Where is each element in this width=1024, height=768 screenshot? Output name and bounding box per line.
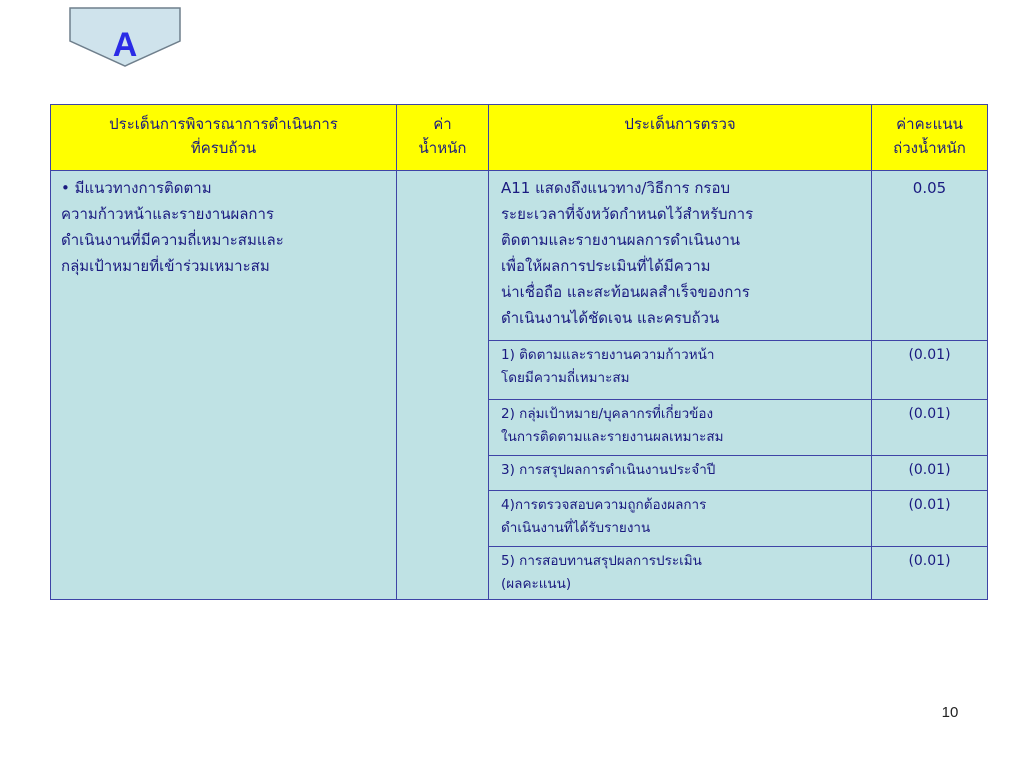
sub-item-score: (0.01)	[908, 497, 951, 513]
main-item-cell	[489, 171, 872, 341]
section-badge-label: A	[112, 26, 138, 64]
sub-item-text: 4)การตรวจสอบความถูกต้องผลการ ดำเนินงานที่ได้รับรายงาน	[501, 497, 707, 536]
sub-item-cell	[489, 547, 872, 600]
sub-score-cell	[872, 547, 988, 600]
sub-item-score: (0.01)	[908, 553, 951, 569]
sub-score-cell	[872, 491, 988, 547]
weight-cell	[397, 171, 489, 600]
table-row	[51, 171, 988, 341]
main-item-text: A11 แสดงถึงแนวทาง/วิธีการ กรอบ ระยะเวลาที่จังหวัดกำหนดไว้สำหรับการ ติดตามและรายงานผลการดำเนินงาน เพื่อให้ผลการประเมินที่ได้มีความ น่าเชื่อถือ และสะท้อนผลสำเร็จของการ ดำเนินงานได้ชัดเจน และครบถ้วน	[501, 179, 754, 327]
sub-item-text: 2) กลุ่มเป้าหมาย/บุคลากรที่เกี่ยวข้อง ในการติดตามและรายงานผลเหมาะสม	[501, 406, 724, 445]
evaluation-table	[50, 104, 988, 600]
criteria-cell	[51, 171, 397, 600]
page-number: 10	[941, 704, 959, 721]
section-badge	[69, 7, 181, 67]
sub-item-cell	[489, 341, 872, 400]
sub-score-cell	[872, 400, 988, 456]
sub-item-score: (0.01)	[908, 347, 951, 363]
sub-item-text: 3) การสรุปผลการดำเนินงานประจำปี	[501, 462, 716, 478]
header-criteria: ประเด็นการพิจารณาการดำเนินการ ที่ครบถ้วน	[51, 105, 397, 171]
sub-item-text: 5) การสอบทานสรุปผลการประเมิน (ผลคะแนน)	[501, 553, 702, 592]
sub-item-score: (0.01)	[908, 462, 951, 478]
header-weighted-score: ค่าคะแนน ถ่วงน้ำหนัก	[872, 105, 988, 171]
header-check: ประเด็นการตรวจ	[489, 105, 872, 171]
header-weight: ค่า น้ำหนัก	[397, 105, 489, 171]
sub-item-cell	[489, 456, 872, 491]
sub-item-cell	[489, 400, 872, 456]
sub-item-cell	[489, 491, 872, 547]
main-item-score: 0.05	[912, 179, 947, 197]
sub-score-cell	[872, 341, 988, 400]
table-header-row	[51, 105, 988, 171]
criteria-text: • มีแนวทางการติดตาม ความก้าวหน้าและรายงานผลการ ดำเนินงานที่มีความถี่เหมาะสมและ กลุ่มเป้าหมายที่เข้าร่วมเหมาะสม	[61, 179, 284, 275]
sub-item-score: (0.01)	[908, 406, 951, 422]
sub-score-cell	[872, 456, 988, 491]
sub-item-text: 1) ติดตามและรายงานความก้าวหน้า โดยมีความถี่เหมาะสม	[501, 347, 715, 386]
main-score-cell	[872, 171, 988, 341]
weight-value	[397, 171, 488, 175]
